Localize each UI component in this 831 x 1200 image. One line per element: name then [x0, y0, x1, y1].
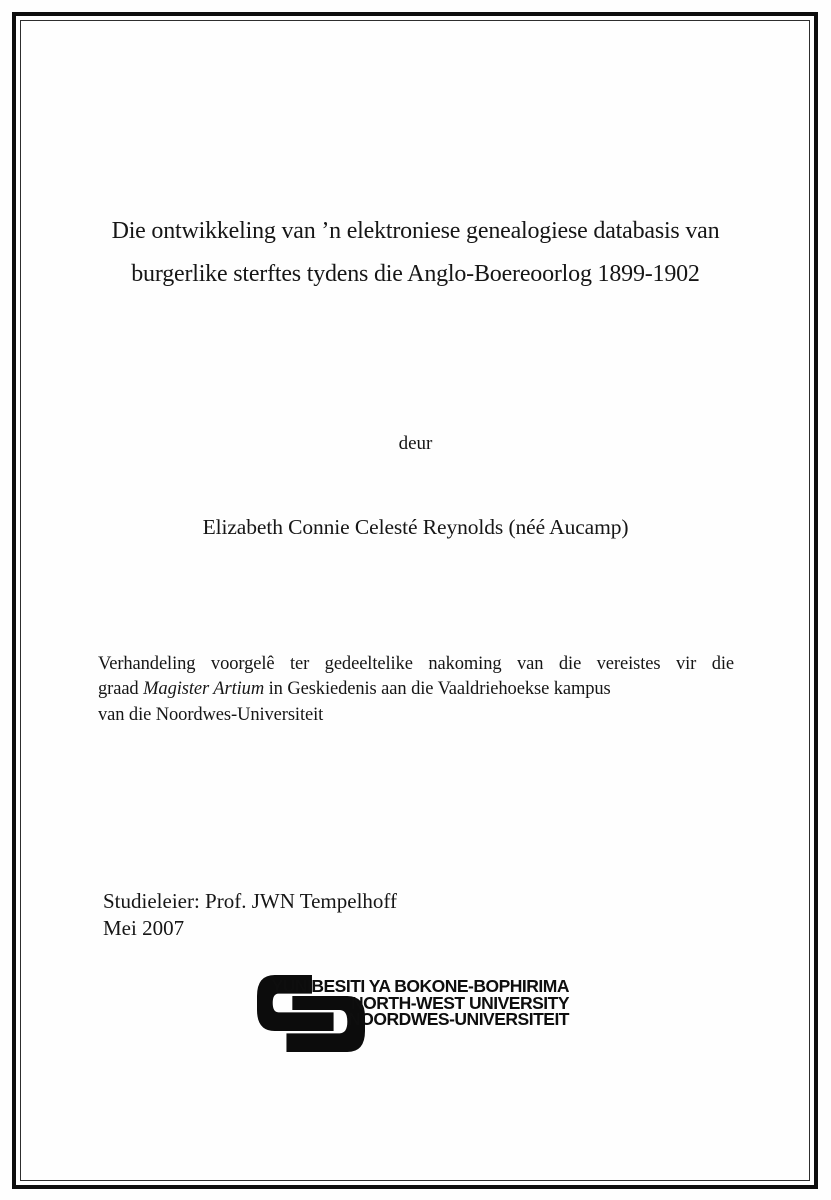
thesis-title-line1: Die ontwikkeling van ’n elektroniese genealogiese databasis van	[111, 218, 720, 244]
degree-statement	[98, 652, 734, 728]
author-name: Elizabeth Connie Celesté Reynolds (néé Aucamp)	[202, 515, 629, 539]
date-line: Mei 2007	[103, 915, 185, 940]
supervisor-line: Studieleier: Prof. JWN Tempelhoff	[103, 889, 398, 913]
university-name-setswana: YUNIBESITI YA BOKONE-BOPHIRIMA	[271, 976, 569, 996]
thesis-title-line2: burgerlike sterftes tydens die Anglo-Boereoorlog 1899-1902	[131, 261, 700, 287]
university-logo	[257, 975, 569, 1055]
university-name-afrikaans: NOORDWES-UNIVERSITEIT	[348, 1009, 569, 1030]
byline-label: deur	[398, 433, 433, 454]
degree-statement-line2-post: in Geskiedenis aan die Vaaldriehoekse kampus	[264, 679, 611, 700]
supervisor-block	[103, 888, 397, 941]
degree-statement-line2-pre: graad	[98, 679, 144, 700]
university-name-english: NORTH-WEST UNIVERSITY	[351, 992, 569, 1013]
thesis-title	[40, 210, 791, 296]
university-logo-text	[272, 978, 569, 1028]
degree-name-italic: Magister Artium	[143, 679, 265, 700]
degree-statement-line2	[98, 677, 734, 702]
degree-statement-line1: Verhandeling voorgelê ter gedeeltelike nakoming van die vereistes vir die	[98, 654, 734, 674]
degree-statement-line3: van die Noordwes-Universiteit	[98, 704, 324, 725]
